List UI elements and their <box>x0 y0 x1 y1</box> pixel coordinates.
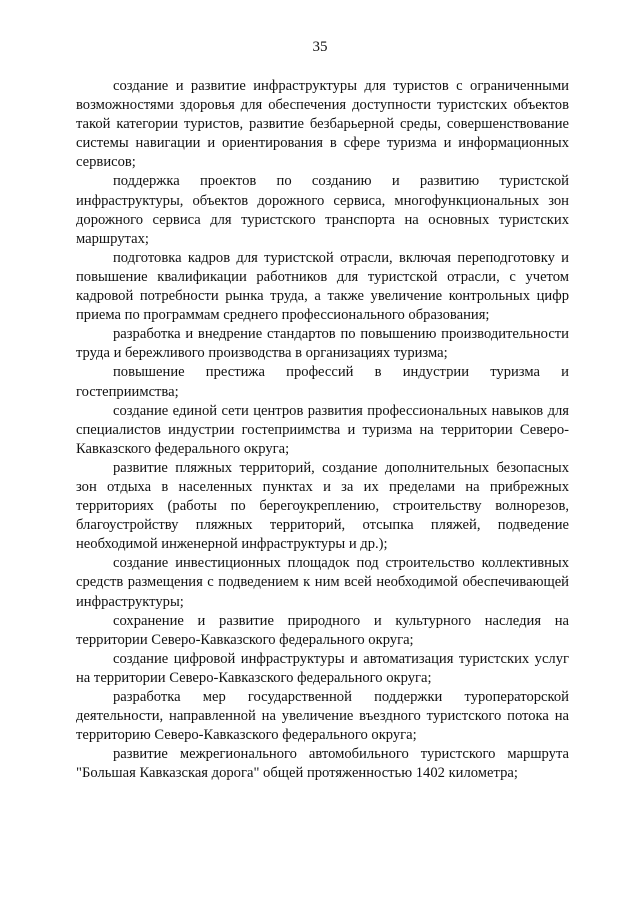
paragraph-digital-infrastructure: создание цифровой инфраструктуры и автоматизация туристских услуг на территории Северо-Кавказского федерального округа; <box>76 650 569 686</box>
paragraph-investment-sites: создание инвестиционных площадок под строительство коллективных средств размещения с подведением к ним всей необходимой обеспечивающей инфраструктуры; <box>76 555 569 610</box>
paragraph-skills-centers: создание единой сети центров развития профессиональных навыков для специалистов индустрии гостеприимства и туризма на территории Северо-Кавказского федерального округа; <box>76 402 569 457</box>
paragraph-staff-training: подготовка кадров для туристской отрасли, включая переподготовку и повышение квалификации работников для туристской отрасли, с учетом кадровой потребности рынка труда, а также увеличение контрольных цифр приема по программам среднего профессионального образования; <box>76 249 569 324</box>
paragraph-heritage-preservation: сохранение и развитие природного и культурного наследия на территории Северо-Кавказского федерального округа; <box>76 612 569 648</box>
paragraph-tour-operator-support: разработка мер государственной поддержки туроператорской деятельности, направленной на увеличение въездного туристского потока на территорию Северо-Кавказского федерального округа; <box>76 689 569 744</box>
paragraph-productivity-standards: разработка и внедрение стандартов по повышению производительности труда и бережливого производства в организациях туризма; <box>76 326 569 362</box>
paragraph-profession-prestige: повышение престижа профессий в индустрии туризма и гостеприимства; <box>76 364 569 400</box>
page-number: 35 <box>312 39 328 55</box>
paragraph-beach-development: развитие пляжных территорий, создание дополнительных безопасных зон отдыха в населенных пунктах и за их пределами на прибрежных территориях (работы по берегоукреплению, строительству волнорезов, благоустройству пляжных территорий, отсыпка пляжей, подведение необходимой инженерной инфраструктуры и др.); <box>76 459 569 553</box>
paragraph-road-service-support: поддержка проектов по созданию и развитию туристской инфраструктуры, объектов дорожного сервиса, многофункциональных зон дорожного сервиса для туристского транспорта на основных туристских маршрутах; <box>76 173 569 247</box>
document-body <box>76 77 569 783</box>
paragraph-accessible-infrastructure: создание и развитие инфраструктуры для туристов с ограниченными возможностями здоровья для обеспечения доступности туристских объектов такой категории туристов, развитие безбарьерной среды, совершенствование системы навигации и ориентирования в сфере туризма и информационных сервисов; <box>76 78 569 171</box>
paragraph-caucasus-road-route: развитие межрегионального автомобильного туристского маршрута "Большая Кавказская дорога" общей протяженностью 1402 километра; <box>76 746 569 782</box>
